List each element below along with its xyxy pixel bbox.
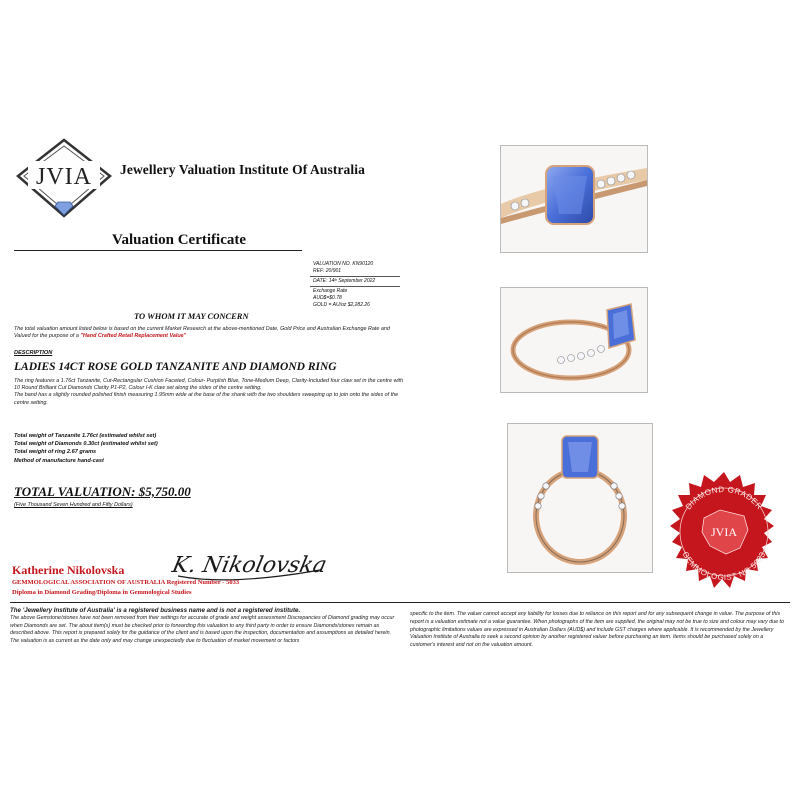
addressee: TO WHOM IT MAY CONCERN [134, 311, 249, 321]
certificate-title: Valuation Certificate [112, 232, 247, 248]
association-registration: GEMMOLOGICAL ASSOCIATION OF AUSTRALIA Registered Number - 5033 [12, 579, 240, 586]
logo-text: JVIA [36, 164, 92, 190]
seal-bottom-text: GEMMOLOGIST NO 5033 [680, 550, 768, 583]
total-valuation-words: (Five Thousand Seven Hundred and Fifty Dollars) [14, 502, 133, 508]
logo-gem-icon [55, 202, 73, 215]
diamond-grader-seal [660, 470, 788, 598]
disclaimer-right: specific to the item. The valuer cannot accept any liability for losses due to reliance on this report and for any subsequent change in value. The purpose of this report is a valuation estimate not a value guarantee. When photographs of the item are supplied, the original may not be true to size and colour may vary due to photographic limitations values are expressed in Australian Dollars (AUD$) and include GST charges where applicable. It is recommended by the Jewellery Valuation Institute of Australia to seek a second opinion by another registered valuer before purchasing an item. Items should be purchased solely on a customer's interest and not on the valuation amount. [410, 611, 784, 649]
disclaimer-heading: The 'Jewellery Institute of Australia' is a registered business name and is not a registered institute. [10, 607, 301, 614]
valuation-meta-box [310, 260, 400, 310]
seal-top-text: DIAMOND GRADER [683, 484, 765, 512]
exchange-gold: GOLD = AU/oz $2,282.26 [313, 302, 370, 308]
exchange-aud: AUD$=$0.78 [313, 295, 342, 301]
description-label: DESCRIPTION [14, 350, 53, 356]
item-description: The ring features a 1.76ct Tanzanite, Cut-Rectangular Cushion Faceted, Colour- Purplish Blue, Tone-Medium Deep, Clarity-Included four claw set in the centre with 10 Round Brilliant Cut Diamonds Clarity P1-P2, Colour I-K claw set along the sides of the centre setting. The band has a slightly rounded polished finish measuring 1.95mm wide at the base of the shank with the two shoulders sweeping up to join onto the sides of the centre setting. [14, 378, 404, 406]
valuation-purpose: "Hand Crafted Retail Replacement Value" [80, 333, 187, 340]
diamond-weight: Total weight of Diamonds 0.30ct (estimated whilst set) [14, 441, 158, 448]
ring-side-image [501, 288, 647, 392]
reference-number: REF: 20/901 [313, 268, 342, 274]
valuation-date: DATE: 14ᵗʰ September 2022 [310, 277, 400, 287]
jvia-logo [14, 136, 114, 222]
title-divider [14, 250, 302, 251]
valuation-number: VALUATION NO. KN90120 REF: 20/901 [310, 260, 400, 277]
ring-photo-front [507, 423, 653, 573]
institute-name: Jewellery Valuation Institute Of Australia [120, 162, 365, 177]
signatory-name: Katherine Nikolovska [12, 563, 125, 577]
ring-top-image [501, 146, 647, 252]
ring-front-image [508, 424, 652, 572]
weights-list [14, 432, 158, 465]
item-title: LADIES 14CT ROSE GOLD TANZANITE AND DIAMOND RING [14, 361, 337, 373]
svg-text:K. Nikolovska: K. Nikolovska [170, 552, 330, 578]
footer-divider [10, 602, 790, 603]
exchange-rate: Exchange Rate AUD$=$0.78 GOLD = AU/oz $2,282.26 [313, 288, 370, 308]
ring-photo-top [500, 145, 648, 253]
tanzanite-weight: Total weight of Tanzanite 1.76ct (estimated whilst set) [14, 433, 157, 439]
intro-paragraph: The total valuation amount listed below is based on the current Market Research at the above-mentioned Date, Gold Price and Australian Exchange Rate and Valued for the purpose of a "Hand Crafted Retail Replacement Value" [14, 326, 390, 340]
manufacture-method: Method of manufacture hand-cast [14, 457, 104, 464]
total-valuation: TOTAL VALUATION: $5,750.00 [14, 484, 191, 499]
seal-logo-text: JVIA [711, 525, 737, 539]
ring-weight: Total weight of ring 2.67 grams [14, 449, 97, 456]
diploma: Diploma in Diamond Grading/Diploma in Gemmological Studies [12, 589, 192, 596]
ring-photo-side [500, 287, 648, 393]
disclaimer-left: The 'Jewellery Institute of Australia' is a registered business name and is not a registered institute. The above Gemstone/stones have not been removed from their settings for accurate of grade and weight assessment Discrepancies of Diamond grading may occur when Diamonds are set. The about item(s) must be checked prior to forwarding this valuation to any third party in order to ensure Diamonds/stones remain as described above. This report is prepared solely for the guidance of the client and is based upon the inspection, documentation and assumptions as detailed herein. The valuation is as current as the date only and may change unexpectedly due to fluctuation of market movement or factors [10, 607, 395, 645]
